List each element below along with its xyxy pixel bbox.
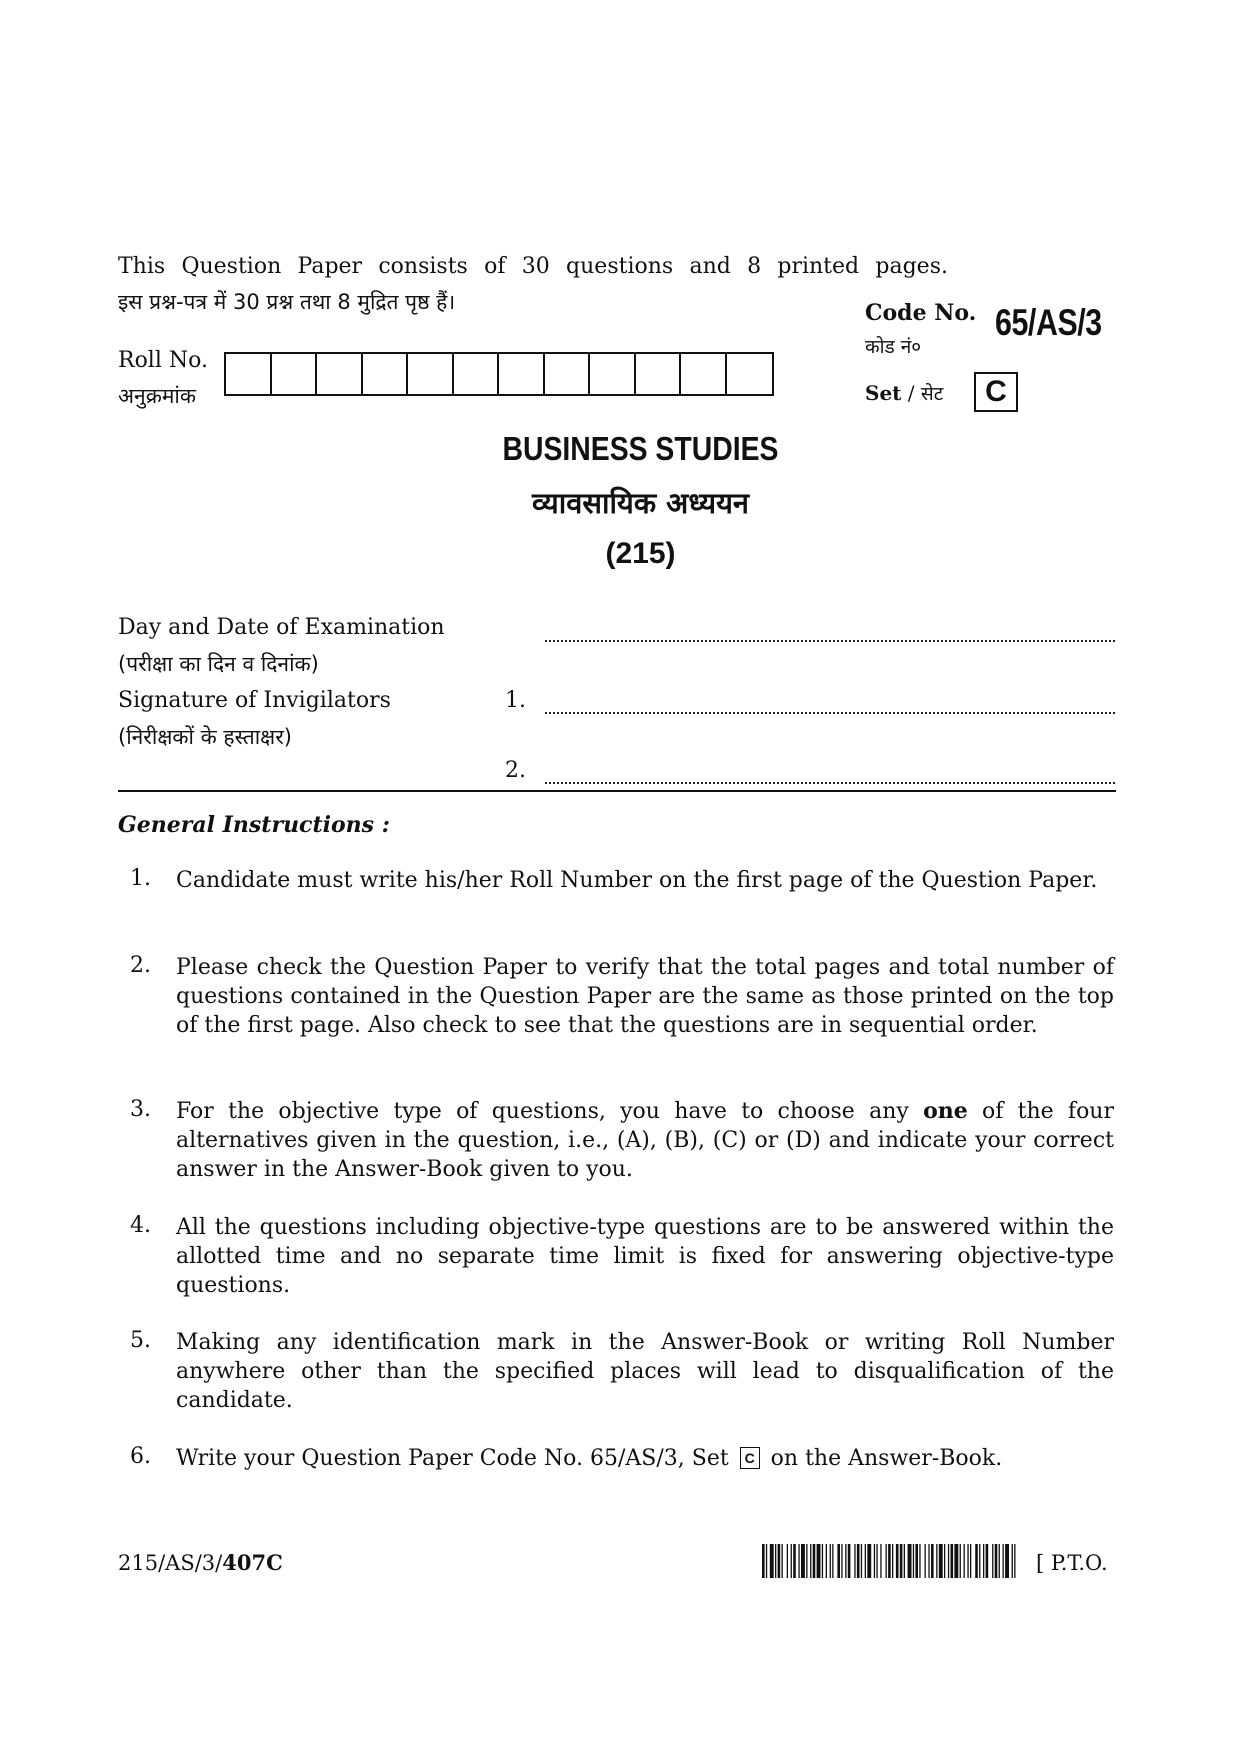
barcode-bar [822, 1544, 823, 1578]
barcode-bar [782, 1544, 783, 1578]
barcode-bar [995, 1544, 998, 1578]
code-no-label: Code No. [865, 300, 977, 326]
instruction-text: Making any identification mark in the Answer-Book or writing Roll Number anywhere other than the specified places will lead to disqualification of the candidate. [176, 1330, 1114, 1413]
barcode-bar [951, 1544, 954, 1578]
set-label-hindi: सेट [920, 383, 944, 405]
barcode-bar [960, 1544, 961, 1578]
set-label-en: Set [865, 381, 902, 405]
set-label: Set / सेट [865, 381, 944, 405]
subject-title-hindi [0, 483, 1241, 522]
subject-title [0, 430, 1241, 468]
barcode-bar [928, 1544, 929, 1578]
barcode-bar [813, 1544, 816, 1578]
barcode-bar [915, 1544, 918, 1578]
roll-digit-box[interactable] [317, 354, 363, 394]
subject-title-text: BUSINESS STUDIES [502, 430, 779, 467]
instruction-text-part: For the objective type of questions, you have to choose any [176, 1099, 924, 1124]
barcode-bar [770, 1544, 774, 1578]
pto-label: [ P.T.O. [1036, 1551, 1108, 1575]
instruction-text-part: on the Answer-Book. [763, 1446, 1003, 1471]
invigilator-signature-label-hindi: (निरीक्षकों के हस्ताक्षर) [118, 725, 292, 749]
instruction-emphasis: one [923, 1098, 968, 1124]
barcode-bar [845, 1544, 846, 1578]
barcode-bar [954, 1544, 958, 1578]
barcode-bar [880, 1544, 881, 1578]
signature-line-1[interactable] [545, 710, 1115, 714]
barcode-bar [886, 1544, 887, 1578]
roll-digit-box[interactable] [408, 354, 454, 394]
barcode-bar [766, 1544, 767, 1578]
set-value-box: C [974, 372, 1018, 412]
roll-no-label-hindi: अनुक्रमांक [118, 384, 196, 408]
instruction-text: All the questions including objective-type questions are to be answered within the allotted time and no separate time limit is fixed for answering objective-type questions. [176, 1215, 1114, 1298]
code-no-value: 65/AS/3 [995, 302, 1102, 343]
barcode-bar [908, 1544, 912, 1578]
barcode-bar [1005, 1544, 1009, 1578]
barcode-bar [762, 1544, 765, 1578]
instruction-number: 1. [130, 866, 151, 891]
roll-digit-box[interactable] [590, 354, 636, 394]
barcode-bar [939, 1544, 943, 1578]
barcode-bar [876, 1544, 877, 1578]
subject-code-text: (215) [605, 537, 676, 570]
instruction-text: Candidate must write his/her Roll Number on the first page of the Question Paper. [176, 868, 1098, 893]
instruction-text-part: Write your Question Paper Code No. 65/AS/3, Set [176, 1446, 736, 1471]
barcode-bar [798, 1544, 799, 1578]
barcode-bar [778, 1544, 781, 1578]
exam-date-label: Day and Date of Examination [118, 615, 445, 640]
barcode-bar [919, 1544, 920, 1578]
barcode-bar [900, 1544, 903, 1578]
barcode-bar [861, 1544, 862, 1578]
roll-digit-box[interactable] [499, 354, 545, 394]
barcode-bar [793, 1544, 796, 1578]
instruction-text-part: of the four alternatives given in the question, i.e., (A), (B), (C) or (D) and indicate your correct answer in the Answer-Book given to you. [176, 1099, 1114, 1182]
signature-line-2[interactable] [545, 780, 1115, 784]
barcode-bar [896, 1544, 899, 1578]
barcode-bar [967, 1544, 968, 1578]
barcode-bar [964, 1544, 965, 1578]
barcode-bar [1003, 1544, 1004, 1578]
barcode-bar [925, 1544, 926, 1578]
general-instructions-heading: General Instructions : [118, 812, 390, 838]
roll-digit-box[interactable] [454, 354, 500, 394]
code-no-label-hindi: कोड नं० [865, 336, 922, 358]
barcode-icon [762, 1544, 1018, 1578]
divider [118, 790, 1116, 792]
roll-number-boxes[interactable] [224, 352, 774, 396]
barcode-bar [848, 1544, 851, 1578]
exam-date-label-hindi: (परीक्षा का दिन व दिनांक) [118, 652, 319, 676]
roll-digit-box[interactable] [363, 354, 409, 394]
barcode-bar [948, 1544, 949, 1578]
barcode-bar [983, 1544, 984, 1578]
roll-digit-box[interactable] [272, 354, 318, 394]
instruction-number: 4. [130, 1213, 151, 1238]
signature-number-1: 1. [505, 688, 526, 713]
barcode-bar [810, 1544, 811, 1578]
barcode-bar [944, 1544, 945, 1578]
barcode-bar [1014, 1544, 1015, 1578]
barcode-bar [865, 1544, 866, 1578]
barcode-bar [904, 1544, 905, 1578]
roll-digit-box[interactable] [681, 354, 727, 394]
barcode-bar [791, 1544, 792, 1578]
set-box-inline: C [740, 1447, 760, 1469]
barcode-bar [867, 1544, 871, 1578]
footer-code-plain: 215/AS/3/ [118, 1551, 223, 1575]
barcode-bar [832, 1544, 833, 1578]
barcode-bar [817, 1544, 821, 1578]
barcode-bar [837, 1544, 840, 1578]
instruction-number: 6. [130, 1444, 151, 1469]
barcode-bar [992, 1544, 993, 1578]
barcode-bar [936, 1544, 937, 1578]
roll-digit-box[interactable] [727, 354, 773, 394]
invigilator-signature-label: Signature of Invigilators [118, 688, 391, 713]
barcode-bar [888, 1544, 891, 1578]
instruction-number: 3. [130, 1097, 151, 1122]
barcode-bar [841, 1544, 842, 1578]
footer-paper-code [118, 1550, 283, 1575]
barcode-bar [999, 1544, 1000, 1578]
barcode-bar [970, 1544, 971, 1578]
question-paper-info-hindi: इस प्रश्न-पत्र में 30 प्रश्न तथा 8 मुद्रित पृष्ठ हैं। [118, 290, 456, 314]
barcode-bar [801, 1544, 805, 1578]
barcode-bar [1012, 1544, 1013, 1578]
instruction-number: 5. [130, 1328, 151, 1353]
barcode-bar [913, 1544, 914, 1578]
barcode-bar [775, 1544, 776, 1578]
barcode-bar [979, 1544, 980, 1578]
instruction-text: Please check the Question Paper to verify that the total pages and total number of questions contained in the Question Paper are the same as those printed on the top of the first page. Also check to see that the questions are in sequential order. [176, 955, 1114, 1038]
barcode-bar [857, 1544, 860, 1578]
roll-digit-box[interactable] [226, 354, 272, 394]
barcode-bar [830, 1544, 831, 1578]
barcode-bar [931, 1544, 934, 1578]
barcode-bar [806, 1544, 807, 1578]
exam-date-line[interactable] [545, 638, 1115, 642]
barcode-bar [854, 1544, 855, 1578]
subject-code [0, 537, 1241, 571]
roll-digit-box[interactable] [636, 354, 682, 394]
instruction-text [176, 1097, 1114, 1184]
barcode-bar [874, 1544, 875, 1578]
roll-no-label: Roll No. [118, 348, 208, 373]
question-paper-info: This Question Paper consists of 30 questions and 8 printed pages. [118, 254, 948, 279]
roll-digit-box[interactable] [545, 354, 591, 394]
footer-code-bold: 407C [222, 1550, 283, 1575]
barcode-bar [986, 1544, 989, 1578]
barcode-bar [892, 1544, 893, 1578]
barcode-bar [787, 1544, 788, 1578]
instruction-number: 2. [130, 953, 151, 978]
signature-number-2: 2. [505, 758, 526, 783]
subject-title-hindi-text: व्यावसायिक अध्ययन [532, 486, 749, 520]
barcode-bar [826, 1544, 827, 1578]
barcode-bar [975, 1544, 978, 1578]
instruction-text [176, 1444, 1114, 1473]
